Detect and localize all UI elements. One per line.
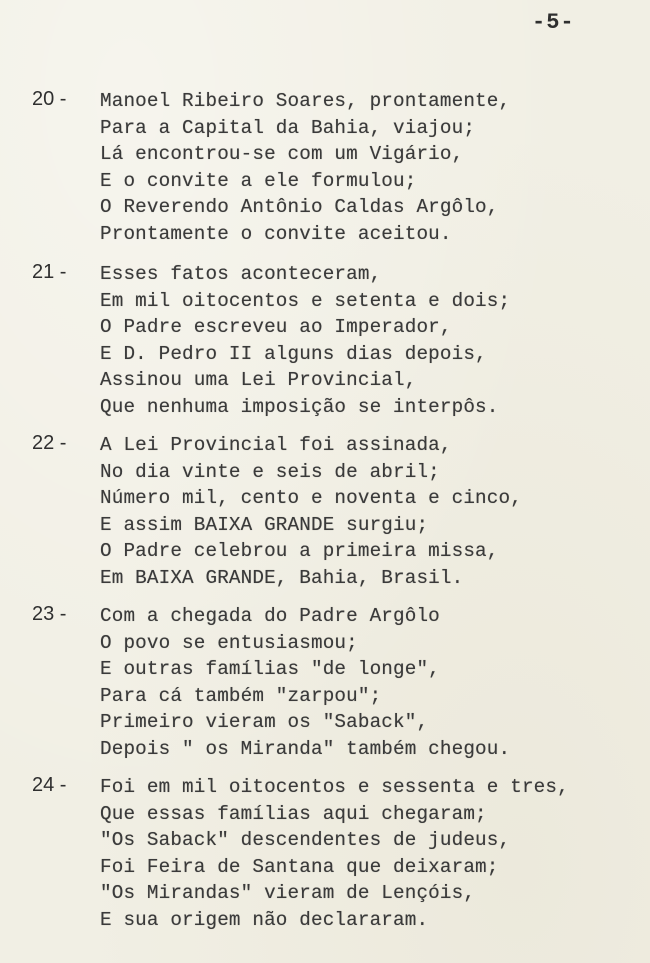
verse-line: Para cá também "zarpou"; — [100, 684, 382, 707]
verse-line: Prontamente o convite aceitou. — [100, 222, 452, 245]
verse-line: O povo se entusiasmou; — [100, 631, 358, 654]
stanza-number: 24 - — [32, 774, 67, 796]
verse-line: O Padre escreveu ao Imperador, — [100, 316, 452, 338]
verse-line: Que essas famílias aqui chegaram; — [100, 802, 487, 825]
verse-line: Em mil oitocentos e setenta e dois; — [100, 289, 511, 312]
verse-line: Lá encontrou-se com um Vigário, — [100, 143, 464, 165]
verse-line: E outras famílias "de longe", — [100, 658, 440, 680]
stanza-number: 22 - — [32, 432, 67, 454]
verse-line: Manoel Ribeiro Soares, prontamente, — [100, 90, 511, 112]
verse-line: E sua origem não declararam. — [100, 908, 429, 931]
stanza-lines — [100, 774, 569, 933]
verse-line: Foi Feira de Santana que deixaram; — [100, 855, 499, 878]
verse-line: "Os Mirandas" vieram de Lençóis, — [100, 882, 476, 904]
verse-line: Para a Capital da Bahia, viajou; — [100, 116, 476, 139]
verse-line: Foi em mil oitocentos e sessenta e tres, — [100, 776, 569, 798]
verse-line: Assinou uma Lei Provincial, — [100, 369, 417, 391]
stanza-lines — [100, 432, 522, 591]
verse-line: A Lei Provincial foi assinada, — [100, 434, 452, 456]
verse-line: E D. Pedro II alguns dias depois, — [100, 342, 487, 365]
verse-line: Com a chegada do Padre Argôlo — [100, 605, 440, 627]
stanza-lines — [100, 603, 510, 762]
verse-line: E assim BAIXA GRANDE surgiu; — [100, 513, 429, 536]
stanza-lines — [100, 261, 510, 420]
verse-line: Primeiro vieram os "Saback", — [100, 711, 429, 733]
verse-line: O Reverendo Antônio Caldas Argôlo, — [100, 196, 499, 218]
verse-line: Depois " os Miranda" também chegou. — [100, 737, 511, 760]
verse-line: "Os Saback" descendentes de judeus, — [100, 829, 511, 851]
stanza-number: 21 - — [32, 261, 67, 283]
verse-line: No dia vinte e seis de abril; — [100, 460, 440, 483]
verse-line: O Padre celebrou a primeira missa, — [100, 540, 499, 562]
verse-line: Número mil, cento e noventa e cinco, — [100, 487, 522, 509]
verse-line: Que nenhuma imposição se interpôs. — [100, 395, 499, 418]
stanza-lines — [100, 88, 510, 247]
stanza-number: 23 - — [32, 603, 67, 625]
verse-line: E o convite a ele formulou; — [100, 169, 417, 192]
stanza-number: 20 - — [32, 88, 67, 110]
verse-line: Em BAIXA GRANDE, Bahia, Brasil. — [100, 566, 464, 589]
verse-line: Esses fatos aconteceram, — [100, 263, 382, 285]
page-number: -5- — [532, 10, 575, 35]
